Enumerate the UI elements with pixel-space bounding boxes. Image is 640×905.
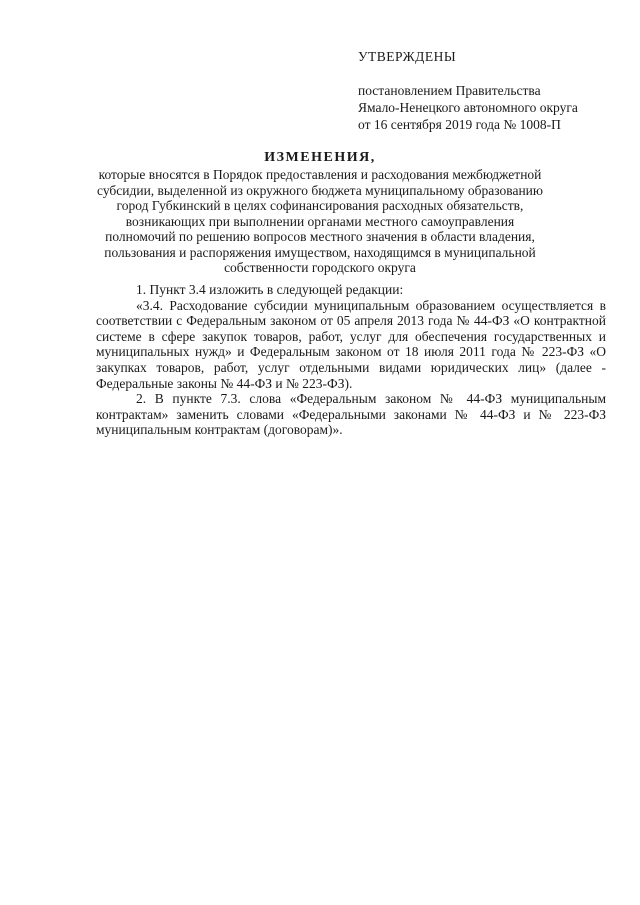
document-subtitle: которые вносятся в Порядок предоставления и расходования межбюджетной субсидии, выделенной из окружного бюджета муниципальному образованию город Губкинский в целях софинансирования расходных обязательств, возникающих при выполнении органами местного самоуправления полномочий по решению вопросов местного значения в области владения, пользования и распоряжения имуществом, находящимся в муниципальной собственности городского округа (97, 167, 543, 275)
item-2: 2. В пункте 7.3. слова «Федеральным законом № 44-ФЗ муниципальным контрактам» заменить словами «Федеральными законами № 44-ФЗ и № 223-ФЗ муниципальным контрактам (договорам)». (96, 391, 606, 438)
item-1-text: «3.4. Расходование субсидии муниципальным образованием осуществляется в соответствии с Федеральным законом от 05 апреля 2013 года № 44-ФЗ «О контрактной системе в сфере закупок товаров, работ, услуг для обеспечения государственных и муниципальных нужд» и Федеральным законом от 18 июля 2011 года № 223-ФЗ «О закупках товаров, работ, услуг отдельными видами юридических лиц» (далее - Федеральные законы № 44-ФЗ и № 223-ФЗ). (96, 297, 606, 391)
approval-block (358, 48, 628, 133)
approval-line-2: Ямало-Ненецкого автономного округа (358, 100, 578, 115)
document-heading (90, 148, 550, 276)
document-title: ИЗМЕНЕНИЯ, (264, 150, 376, 165)
approval-line-1: постановлением Правительства (358, 83, 541, 98)
approval-title: УТВЕРЖДЕНЫ (358, 49, 457, 64)
document-body (96, 282, 606, 438)
approval-line-3: от 16 сентября 2019 года № 1008-П (358, 117, 561, 132)
item-1: 1. Пункт 3.4 изложить в следующей редакции: (136, 282, 404, 297)
